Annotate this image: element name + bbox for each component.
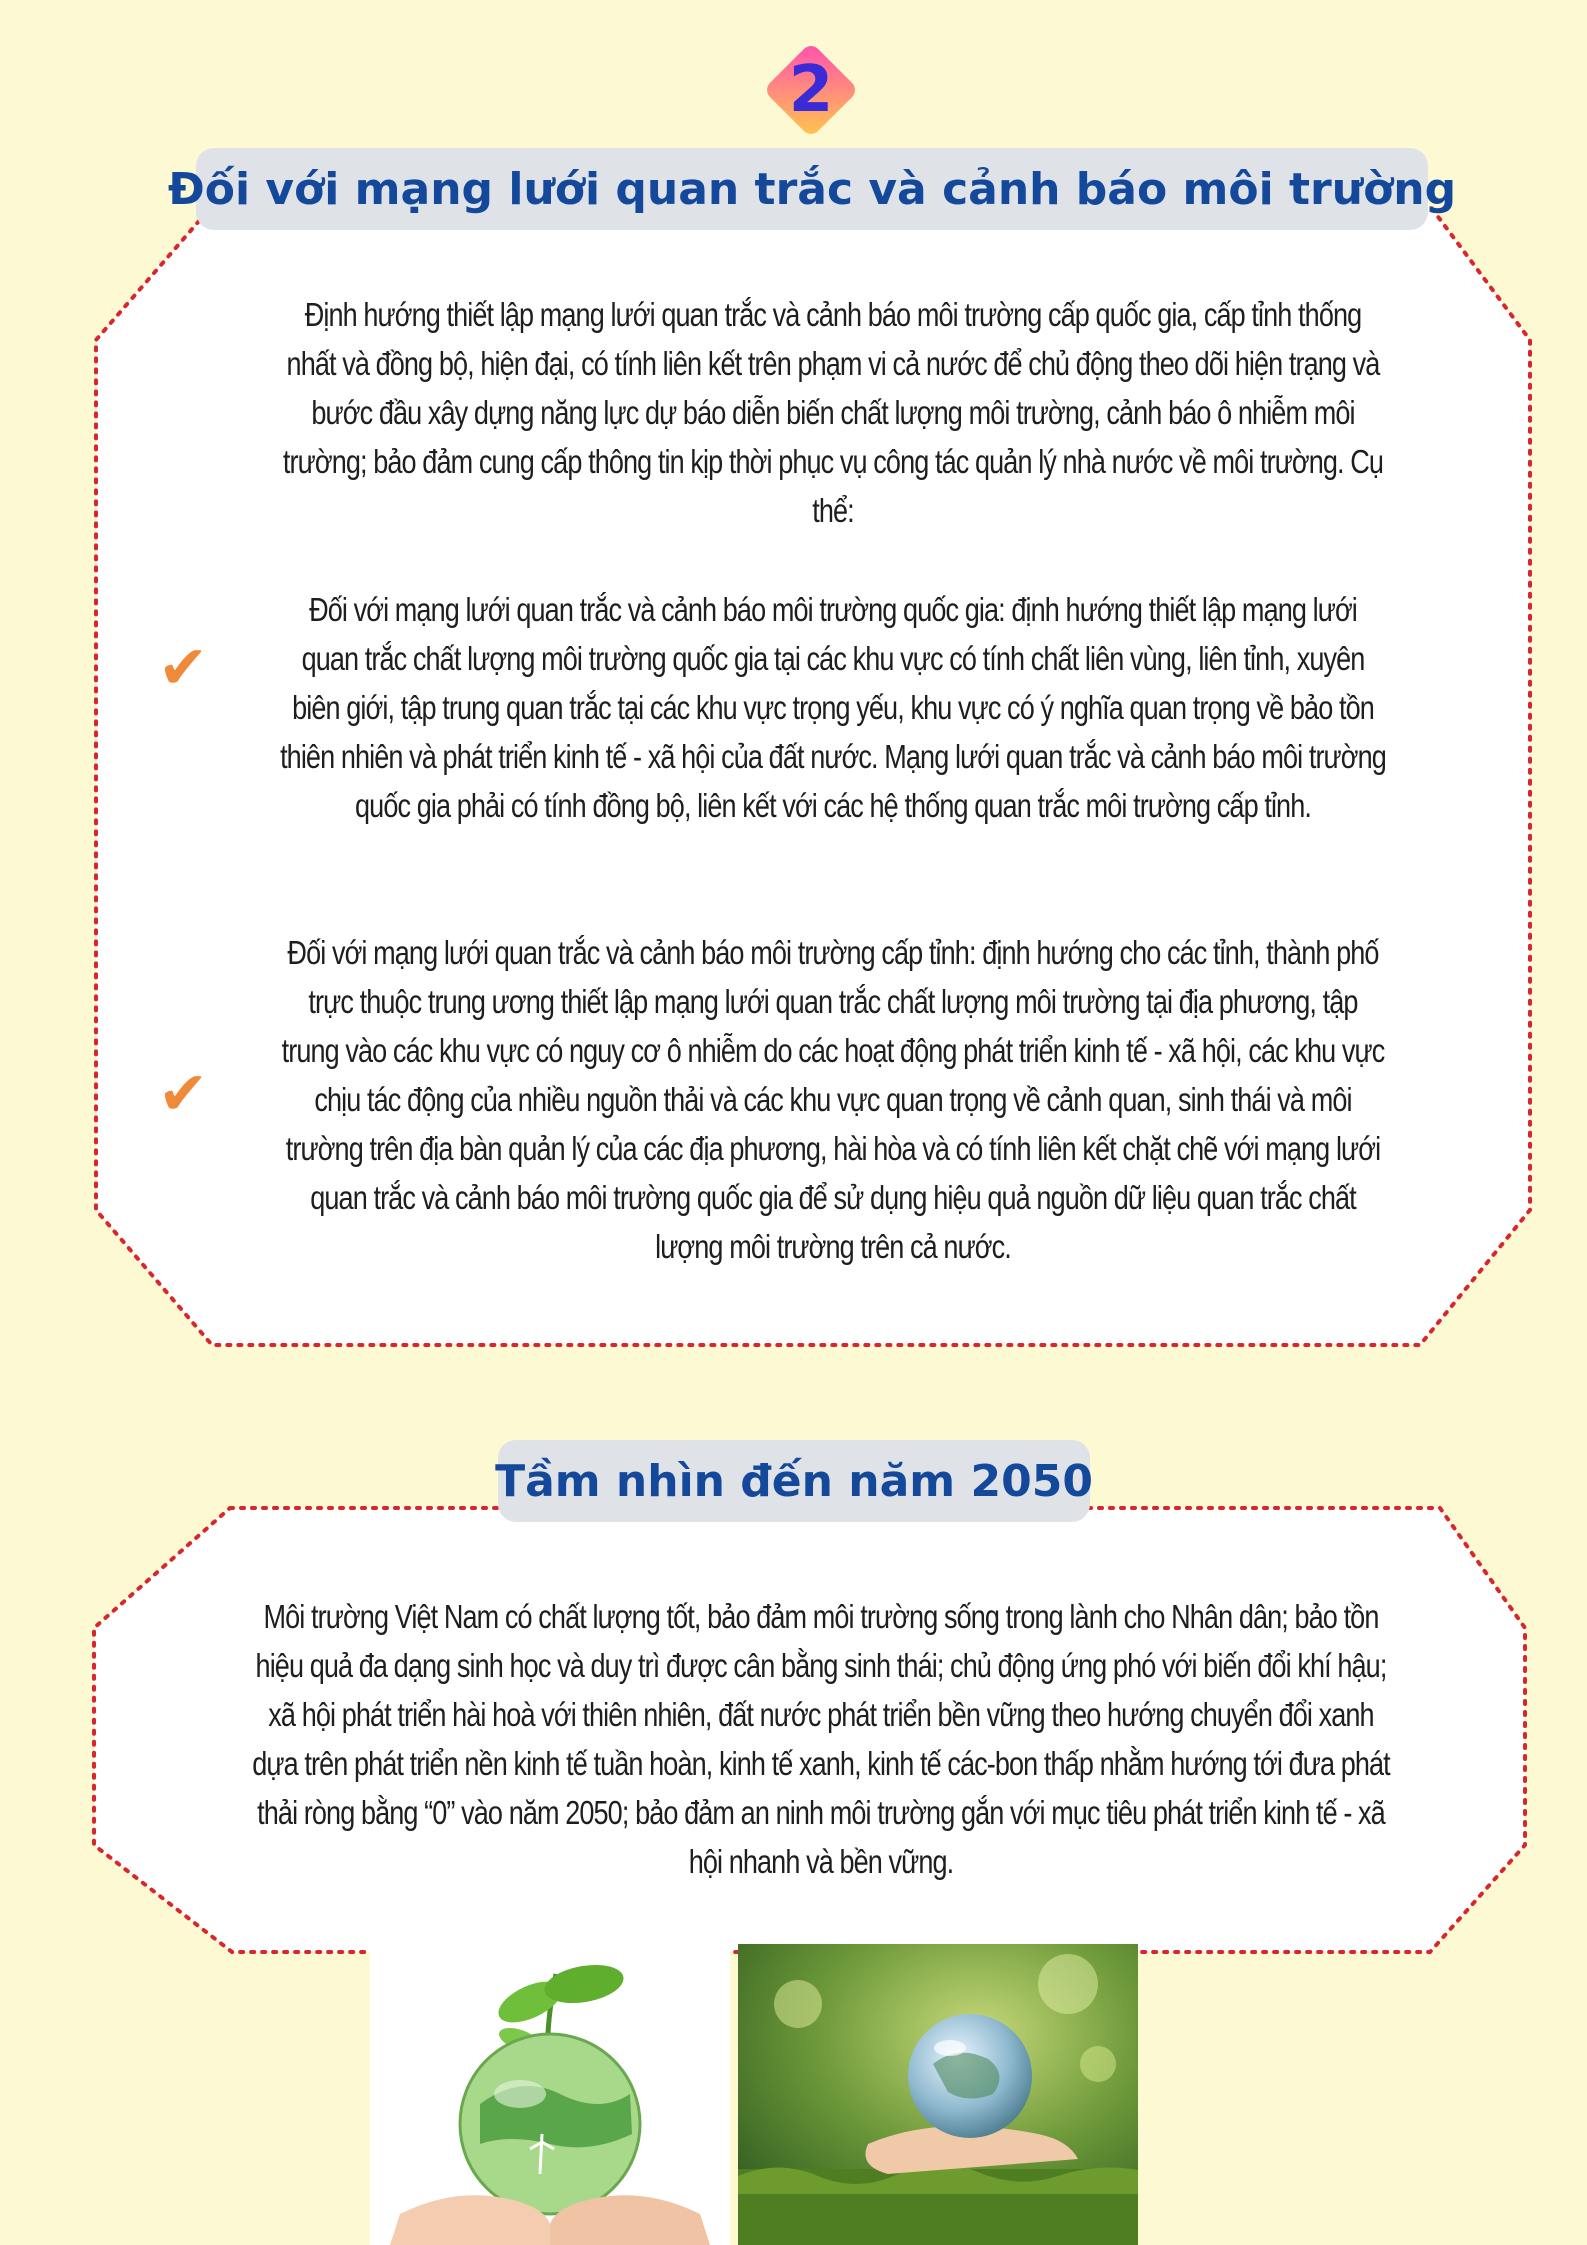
section-number: 2	[788, 53, 834, 127]
section-title-monitoring-network: Đối với mạng lưới quan trắc và cảnh báo môi trường	[196, 148, 1428, 230]
glass-globe-on-moss-image	[738, 1944, 1138, 2245]
national-network-paragraph: Đối với mạng lưới quan trắc và cảnh báo môi trường quốc gia: định hướng thiết lập mạng lưới quan trắc chất lượng môi trường quốc gia tại các khu vực có tính chất liên vùng, liên tỉnh, xuyên biên giới, tập trung quan trắc tại các khu vực trọng yếu, khu vực có ý nghĩa quan trọng về bảo tồn thiên nhiên và phát triển kinh tế - xã hội của đất nước. Mạng lưới quan trắc và cảnh báo môi trường quốc gia phải có tính đồng bộ, liên kết với các hệ thống quan trắc môi trường cấp tỉnh.	[280, 591, 1386, 824]
vision-paragraph: Môi trường Việt Nam có chất lượng tốt, bảo đảm môi trường sống trong lành cho Nhân dân; bảo tồn hiệu quả đa dạng sinh học và duy trì được cân bằng sinh thái; chủ động ứng phó với biến đổi khí hậu; xã hội phát triển hài hoà với thiên nhiên, đất nước phát triển bền vững theo hướng chuyển đổi xanh dựa trên phát triển nền kinh tế tuần hoàn, kinh tế xanh, kinh tế các-bon thấp nhằm hướng tới đưa phát thải ròng bằng “0” vào năm 2050; bảo đảm an ninh môi trường gắn với mục tiêu phát triển kinh tế - xã hội nhanh và bền vững.	[252, 1598, 1390, 1880]
provincial-network-paragraph: Đối với mạng lưới quan trắc và cảnh báo môi trường cấp tỉnh: định hướng cho các tỉnh, thành phố trực thuộc trung ương thiết lập mạng lưới quan trắc chất lượng môi trường tại địa phương, tập trung vào các khu vực có nguy cơ ô nhiễm do các hoạt động phát triển kinh tế - xã hội, các khu vực chịu tác động của nhiều nguồn thải và các khu vực quan trọng về cảnh quan, sinh thái và môi trường trên địa bàn quản lý của các địa phương, hài hòa và có tính liên kết chặt chẽ với mạng lưới quan trắc và cảnh báo môi trường quốc gia để sử dụng hiệu quả nguồn dữ liệu quan trắc chất lượng môi trường trên cả nước.	[281, 934, 1385, 1265]
intro-paragraph: Định hướng thiết lập mạng lưới quan trắc và cảnh báo môi trường cấp quốc gia, cấp tỉnh thống nhất và đồng bộ, hiện đại, có tính liên kết trên phạm vi cả nước để chủ động theo dõi hiện trạng và bước đầu xây dựng năng lực dự báo diễn biến chất lượng môi trường, cảnh báo ô nhiễm môi trường; bảo đảm cung cấp thông tin kịp thời phục vụ công tác quản lý nhà nước về môi trường. Cụ thể:	[282, 296, 1384, 529]
check-icon: ✔	[158, 633, 209, 703]
section-title-vision-2050: Tầm nhìn đến năm 2050	[498, 1440, 1090, 1522]
globe-in-hands-image	[370, 1944, 730, 2245]
check-icon: ✔	[158, 1059, 209, 1129]
